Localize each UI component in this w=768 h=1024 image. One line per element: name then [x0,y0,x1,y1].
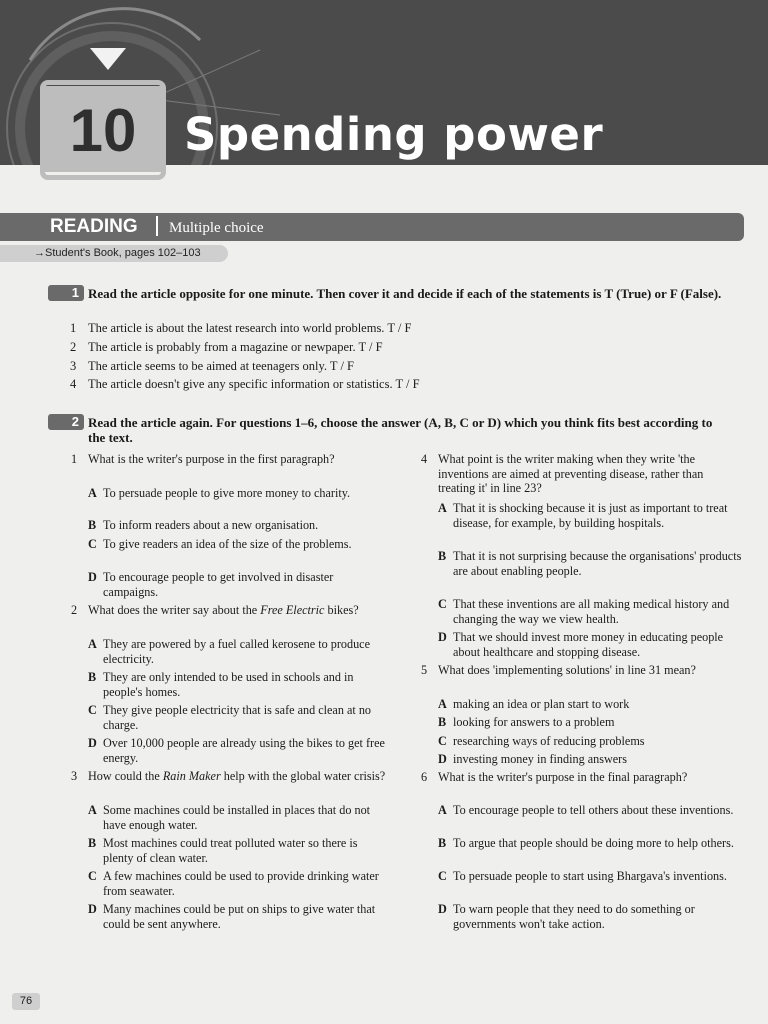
option-text: They give people electricity that is safe and clean at no charge. [103,703,372,732]
statement-text: The article is about the latest research into world problems. T / F [88,321,412,335]
option-text: They are powered by a fuel called kerosene to produce electricity. [103,637,370,666]
option-text: Some machines could be installed in places that do not have enough water. [103,803,371,832]
answer-option[interactable] [438,803,743,818]
question-text: What point is the writer making when they write 'the inventions are aimed at preventing disease, rather than treating it' in line 23? [438,452,704,496]
question-italic-term: Rain Maker [162,769,221,783]
statement-text: The article seems to be aimed at teenagers only. T / F [88,359,355,373]
answer-option[interactable] [88,537,388,552]
question-text: How could the [88,769,163,783]
option-letter: C [438,734,447,748]
option-text: To give readers an idea of the size of the problems. [103,537,352,551]
statement-text: The article doesn't give any specific information or statistics. T / F [88,377,420,391]
answer-option[interactable] [88,703,388,732]
question-6 [421,770,743,785]
answer-option[interactable] [88,803,388,832]
question-text: What does the writer say about the [88,603,261,617]
option-letter: B [438,836,447,850]
triangle-marker-icon [80,42,140,72]
exercise-1-badge: 1 [48,285,84,301]
answer-option[interactable] [88,869,388,898]
option-letter: D [88,736,97,750]
question-3 [71,769,388,784]
question-text: What is the writer's purpose in the first paragraph? [88,452,335,466]
option-text: That it is not surprising because the organisations' products are about enabling people. [453,549,742,578]
option-letter: D [438,630,447,644]
answer-option[interactable] [88,486,388,501]
option-text: That it is shocking because it is just as important to treat disease, for example, by building hospitals. [453,501,728,530]
option-letter: B [88,670,97,684]
answer-option[interactable] [438,869,743,884]
option-letter: C [438,869,447,883]
option-letter: B [88,836,97,850]
option-text: That we should invest more money in educating people about healthcare and stopping disease. [453,630,724,659]
option-letter: B [438,549,447,563]
option-letter: A [438,697,447,711]
option-letter: C [88,869,97,883]
statement-item [70,321,411,336]
option-text: making an idea or plan start to work [453,697,630,711]
question-text-end: bikes? [324,603,359,617]
statement-number: 1 [70,321,77,335]
option-text: To warn people that they need to do something or governments won't take action. [453,902,695,931]
question-text-end: help with the global water crisis? [220,769,386,783]
answer-option[interactable] [438,734,743,749]
question-number: 1 [71,452,78,466]
option-letter: B [88,518,97,532]
question-italic-term: Free Electric [260,603,325,617]
section-subtitle: Multiple choice [169,220,264,236]
option-letter: A [438,803,447,817]
statement-number: 2 [70,340,77,354]
option-letter: D [438,752,447,766]
exercise-1-instruction: Read the article opposite for one minute. Then cover it and decide if each of the statements is T (True) or F (False). [88,286,722,301]
option-letter: A [88,803,97,817]
chapter-title: Spending power [184,108,604,161]
answer-option[interactable] [88,836,388,865]
statement-number: 4 [70,377,77,391]
option-letter: C [88,537,97,551]
question-number: 5 [421,663,428,677]
statement-item [70,359,354,374]
section-title: READING [50,216,138,237]
answer-option[interactable] [88,736,388,765]
option-text: To persuade people to start using Bhargava's inventions. [453,869,727,883]
answer-option[interactable] [438,697,743,712]
option-letter: D [88,570,97,584]
statement-text: The article is probably from a magazine or newpaper. T / F [88,340,383,354]
exercise-2-instruction: Read the article again. For questions 1–6, choose the answer (A, B, C or D) which you think fits best according to the text. [88,415,713,445]
option-letter: D [88,902,97,916]
answer-option[interactable] [438,836,743,851]
option-letter: B [438,715,447,729]
option-letter: C [438,597,447,611]
question-number: 2 [71,603,78,617]
section-divider [156,216,158,236]
option-letter: A [88,637,97,651]
question-4 [421,452,743,496]
answer-option[interactable] [88,670,388,699]
question-2 [71,603,388,618]
statement-item [70,340,383,355]
option-text: To encourage people to tell others about these inventions. [453,803,734,817]
question-number: 4 [421,452,428,466]
option-letter: D [438,902,447,916]
exercise-2-badge: 2 [48,414,84,430]
option-text: To inform readers about a new organisation. [103,518,319,532]
answer-option[interactable] [438,752,743,767]
statement-item [70,377,420,392]
answer-option[interactable] [88,637,388,666]
option-letter: A [88,486,97,500]
option-text: looking for answers to a problem [453,715,615,729]
option-text: To argue that people should be doing more to help others. [453,836,734,850]
question-text: What is the writer's purpose in the final paragraph? [438,770,688,784]
answer-option[interactable] [438,715,743,730]
option-text: To encourage people to get involved in disaster campaigns. [103,570,334,599]
option-text: To persuade people to give more money to charity. [103,486,351,500]
option-text: researching ways of reducing problems [453,734,645,748]
answer-option[interactable] [88,570,388,599]
question-text: What does 'implementing solutions' in line 31 mean? [438,663,696,677]
option-text: That these inventions are all making medical history and changing the way we view health. [453,597,730,626]
answer-option[interactable] [438,630,743,659]
answer-option[interactable] [438,902,743,931]
answer-option[interactable] [88,902,388,931]
question-number: 3 [71,769,78,783]
question-1 [71,452,388,467]
option-letter: C [88,703,97,717]
answer-option[interactable] [438,501,743,530]
chapter-number: 10 [45,86,161,172]
answer-option[interactable] [438,549,743,578]
option-text: investing money in finding answers [453,752,627,766]
book-reference: →Student's Book, pages 102–103 [34,247,201,259]
option-text: Many machines could be put on ships to give water that could be sent anywhere. [103,902,376,931]
question-5 [421,663,743,678]
option-letter: A [438,501,447,515]
question-number: 6 [421,770,428,784]
option-text: Most machines could treat polluted water so there is plenty of clean water. [103,836,358,865]
option-text: Over 10,000 people are already using the bikes to get free energy. [103,736,385,765]
answer-option[interactable] [88,518,388,533]
option-text: They are only intended to be used in schools and in people's homes. [103,670,354,699]
page-number: 76 [12,993,40,1010]
option-text: A few machines could be used to provide drinking water from seawater. [103,869,379,898]
statement-number: 3 [70,359,77,373]
answer-option[interactable] [438,597,743,626]
